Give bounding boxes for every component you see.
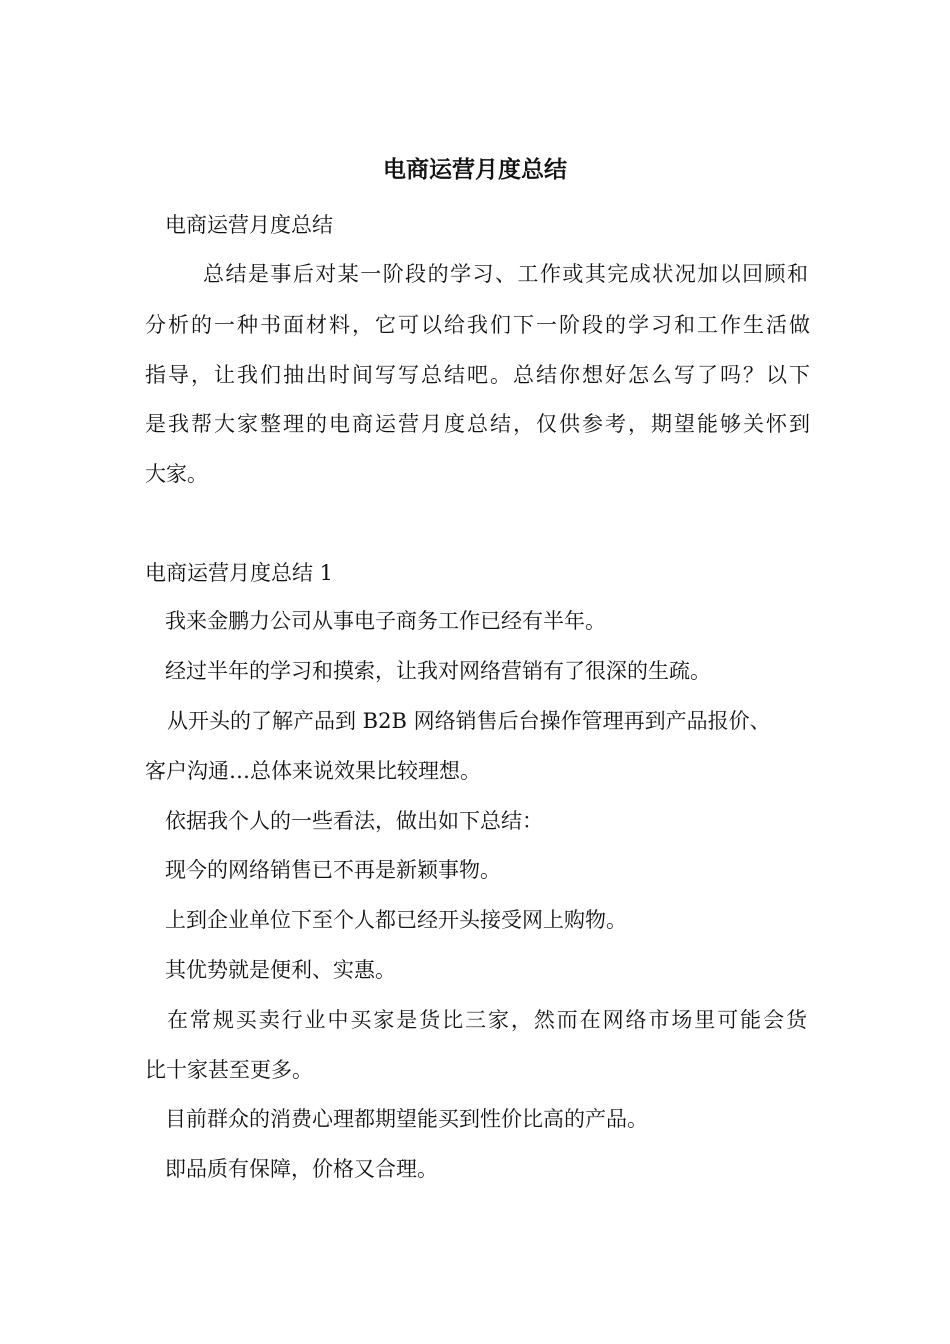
section-line-7: 上到企业单位下至个人都已经开头接受网上购物。	[165, 908, 627, 932]
section-line-2: 经过半年的学习和摸索，让我对网络营销有了很深的生疏。	[165, 659, 711, 683]
section-line-11: 目前群众的消费心理都期望能买到性价比高的产品。	[165, 1107, 648, 1131]
section-line-10: 比十家甚至更多。	[145, 1058, 313, 1082]
document-title: 电商运营月度总结	[383, 156, 567, 183]
section-line-5: 依据我个人的一些看法，做出如下总结：	[165, 809, 543, 833]
intro-line-2: 分析的一种书面材料，它可以给我们下一阶段的学习和工作生活做	[145, 313, 810, 337]
intro-line-4: 是我帮大家整理的电商运营月度总结，仅供参考，期望能够关怀到	[145, 412, 810, 436]
section-line-8: 其优势就是便利、实惠。	[165, 958, 396, 982]
section-line-12: 即品质有保障，价格又合理。	[165, 1157, 438, 1181]
intro-line-5: 大家。	[145, 462, 208, 486]
section-line-1: 我来金鹏力公司从事电子商务工作已经有半年。	[165, 609, 606, 633]
intro-line-1: 总结是事后对某一阶段的学习、工作或其完成状况加以回顾和	[203, 262, 808, 286]
section-heading: 电商运营月度总结 1	[145, 561, 334, 585]
section-line-3: 从开头的了解产品到 B2B 网络销售后台操作管理再到产品报价、	[167, 709, 771, 733]
document-subtitle: 电商运营月度总结	[165, 213, 333, 237]
section-line-4: 客户沟通…总体来说效果比较理想。	[145, 759, 481, 783]
section-line-6: 现今的网络销售已不再是新颖事物。	[165, 858, 501, 882]
intro-line-3: 指导，让我们抽出时间写写总结吧。总结你想好怎么写了吗？以下	[145, 363, 810, 387]
section-line-9: 在常规买卖行业中买家是货比三家，然而在网络市场里可能会货	[167, 1008, 807, 1032]
